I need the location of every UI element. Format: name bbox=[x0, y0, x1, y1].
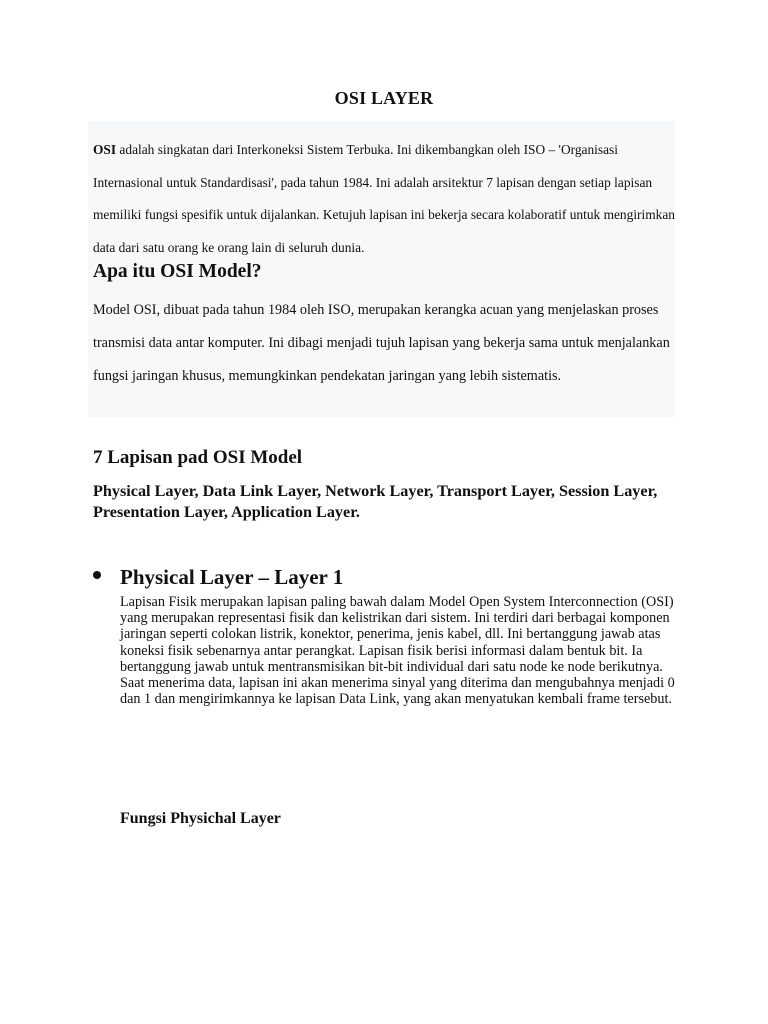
intro-text: adalah singkatan dari Interkoneksi Sistem Terbuka. Ini dikembangkan oleh ISO – 'Organisasi Internasional untuk Standardisasi', pada tahun 1984. Ini adalah arsitektur 7 lapisan dengan setiap lapisan memiliki fungsi spesifik untuk dijalankan. Ketujuh lapisan ini bekerja secara kolaboratif untuk mengirimkan data dari satu orang ke orang lain di seluruh dunia. bbox=[93, 142, 675, 256]
physical-layer-heading: Physical Layer – Layer 1 bbox=[120, 565, 344, 589]
seven-layers-list: Physical Layer, Data Link Layer, Network Layer, Transport Layer, Session Layer, Presentation Layer, Application Layer. bbox=[93, 482, 658, 521]
seven-layers-heading: 7 Lapisan pad OSI Model bbox=[93, 447, 303, 468]
physical-layer-paragraph: Lapisan Fisik merupakan lapisan paling bawah dalam Model Open System Interconnection (OSI) yang merupakan representasi fisik dan kelistrikan dari sistem. Ini terdiri dari berbagai komponen jaringan seperti colokan listrik, konektor, penerima, jenis kabel, dll. Ini bertanggung jawab atas koneksi fisik sebenarnya antar perangkat. Lapisan fisik berisi informasi dalam bentuk bit. Ia bertanggung jawab untuk mentransmisikan bit-bit individual dari satu node ke node berikutnya. Saat menerima data, lapisan ini akan menerima sinyal yang diterima dan mengubahnya menjadi 0 dan 1 dan mengirimkannya ke lapisan Data Link, yang akan menyatukan kembali frame tersebut. bbox=[120, 594, 675, 708]
what-is-paragraph: Model OSI, dibuat pada tahun 1984 oleh ISO, merupakan kerangka acuan yang menjelaskan proses transmisi data antar komputer. Ini dibagi menjadi tujuh lapisan yang bekerja sama untuk menjalankan fungsi jaringan khusus, memungkinkan pendekatan jaringan yang lebih sistematis. bbox=[93, 302, 670, 384]
document-title: OSI LAYER bbox=[334, 88, 434, 108]
bullet-icon bbox=[93, 571, 101, 579]
what-is-heading: Apa itu OSI Model? bbox=[93, 261, 262, 282]
intro-paragraph bbox=[93, 134, 677, 265]
intro-lead-term: OSI bbox=[93, 142, 117, 157]
physical-layer-function-heading: Fungsi Physichal Layer bbox=[120, 810, 281, 827]
